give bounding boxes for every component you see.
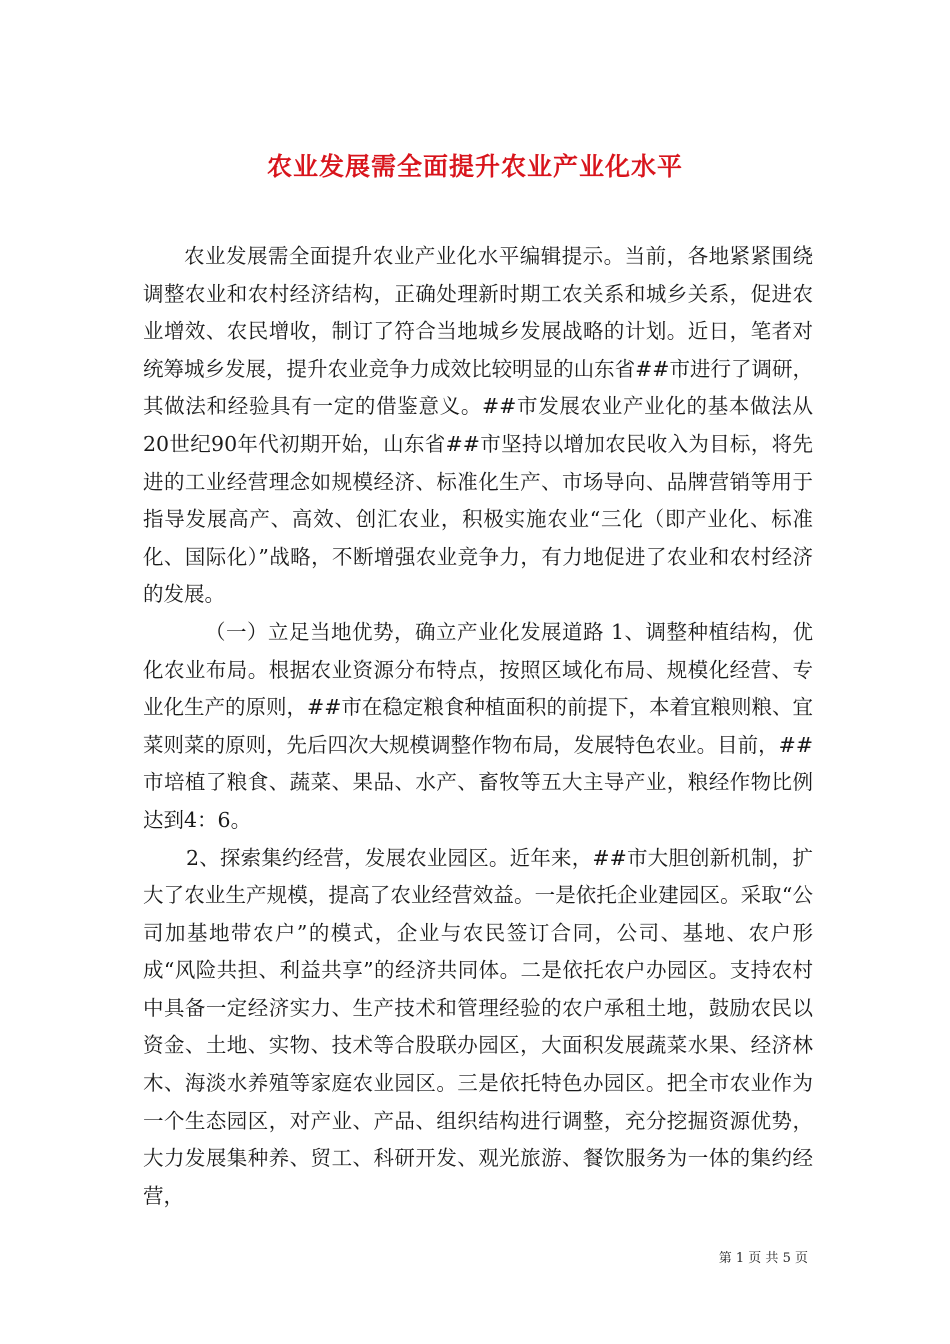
footer-total-pages: 5 xyxy=(782,1251,791,1266)
paragraph-intro: 农业发展需全面提升农业产业化水平编辑提示。当前，各地紧紧围绕调整农业和农村经济结构，正确处理新时期工农关系和城乡关系，促进农业增效、农民增收，制订了符合当地城乡发展战略的计划。近日，笔者对统筹城乡发展，提升农业竞争力成效比较明显的山东省##市进行了调研，其做法和经验具有一定的借鉴意义。##市发展农业产业化的基本做法从20世纪90年代初期开始，山东省##市坚持以增加农民收入为目标，将先进的工业经营理念如规模经济、标准化生产、市场导向、品牌营销等用于指导发展高产、高效、创汇农业，积极实施农业“三化（即产业化、标准化、国际化）”战略，不断增强农业竞争力，有力地促进了农业和农村经济的发展。 xyxy=(143,244,813,607)
footer-prefix: 第 xyxy=(718,1251,732,1266)
footer-current-page: 1 xyxy=(735,1251,745,1266)
page-number-footer xyxy=(719,1247,808,1266)
document-body xyxy=(143,238,813,1215)
paragraph-section-two: 2、探索集约经营，发展农业园区。近年来，##市大胆创新机制，扩大了农业生产规模，提高了农业经营效益。一是依托企业建园区。采取“公司加基地带农户”的模式，企业与农民签订合同，公司、基地、农户形成“风险共担、利益共享”的经济共同体。二是依托农户办园区。支持农村中具备一定经济实力、生产技术和管理经验的农户承租土地，鼓励农民以资金、土地、实物、技术等合股联办园区，大面积发展蔬菜水果、经济林木、海淡水养殖等家庭农业园区。三是依托特色办园区。把全市农业作为一个生态园区，对产业、产品、组织结构进行调整，充分挖掘资源优势，大力发展集种养、贸工、科研开发、观光旅游、餐饮服务为一体的集约经营， xyxy=(143,845,813,1208)
document-title: 农业发展需全面提升农业产业化水平 xyxy=(266,151,683,181)
footer-middle: 页 共 xyxy=(748,1251,779,1266)
footer-suffix: 页 xyxy=(794,1251,808,1266)
paragraph-section-one: （一）立足当地优势，确立产业化发展道路 1、调整种植结构，优化农业布局。根据农业资源分布特点，按照区域化布局、规模化经营、专业化生产的原则，##市在稳定粮食种植面积的前提下，本着宜粮则粮、宜菜则菜的原则，先后四次大规模调整作物布局，发展特色农业。目前，##市培植了粮食、蔬菜、果品、水产、畜牧等五大主导产业，粮经作物比例达到4：6。 xyxy=(143,619,813,832)
